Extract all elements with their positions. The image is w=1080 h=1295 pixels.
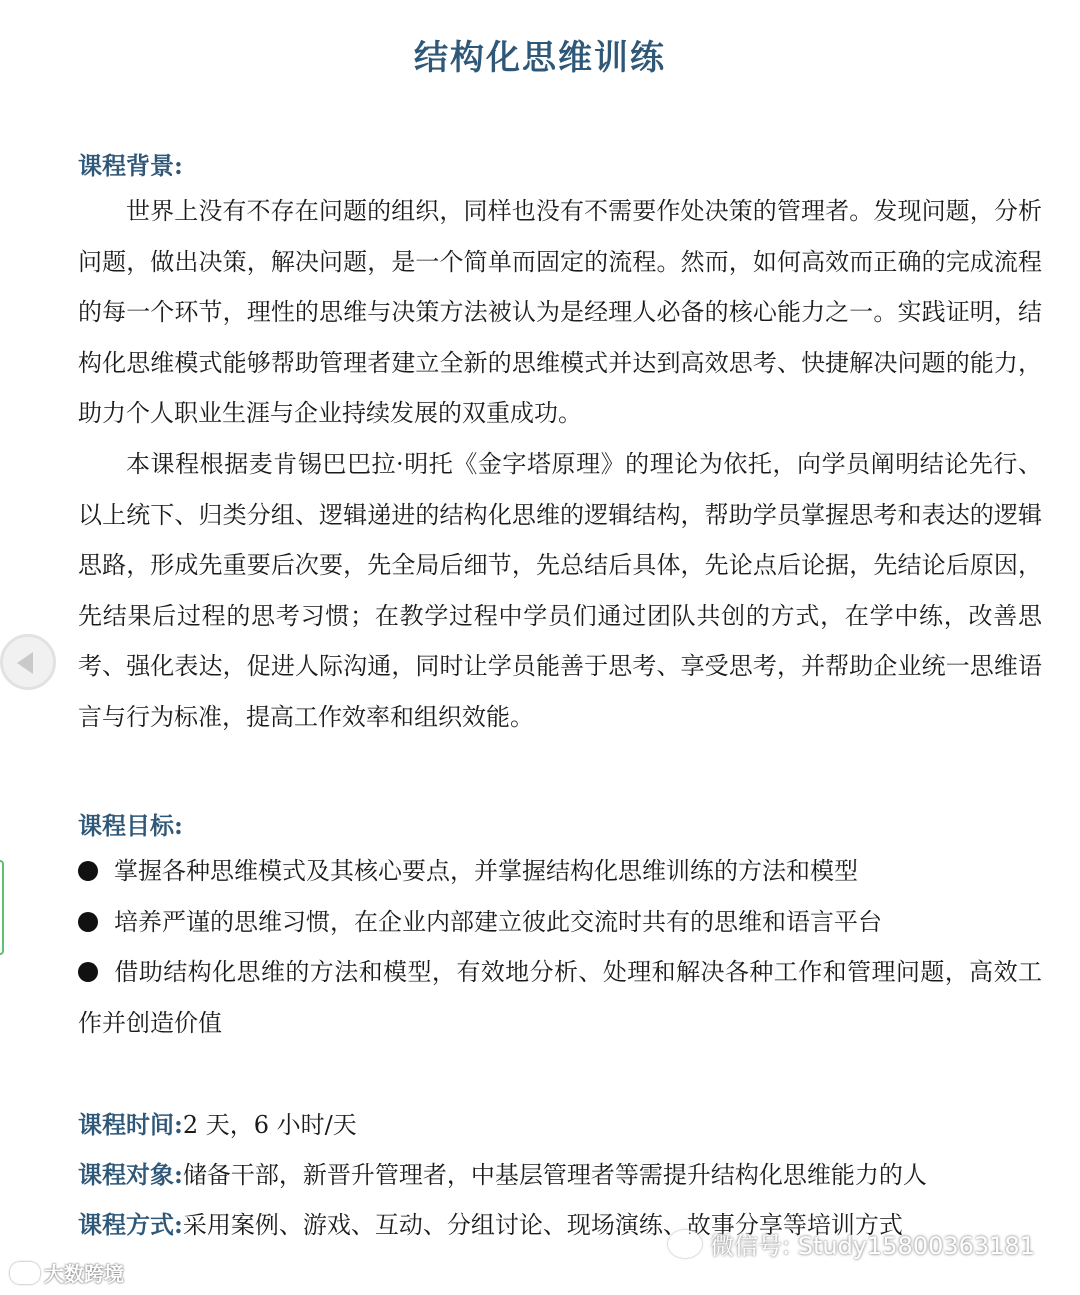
bullet-icon bbox=[78, 962, 98, 982]
background-paragraph-1: 世界上没有不存在问题的组织，同样也没有不需要作处决策的管理者。发现问题，分析问题，做出决策，解决问题，是一个简单而固定的流程。然而，如何高效而正确的完成流程的每一个环节，理性的思维与决策方法被认为是经理人必备的核心能力之一。实践证明，结构化思维模式能够帮助管理者建立全新的思维模式并达到高效思考、快捷解决问题的能力，助力个人职业生涯与企业持续发展的双重成功。 bbox=[78, 197, 1042, 428]
side-tab[interactable] bbox=[0, 860, 4, 955]
background-heading: 课程背景: bbox=[78, 151, 183, 180]
wechat-icon bbox=[668, 1230, 702, 1258]
goal-item: 掌握各种思维模式及其核心要点，并掌握结构化思维训练的方法和模型 bbox=[78, 846, 1042, 897]
bullet-icon bbox=[78, 861, 98, 881]
course-time bbox=[78, 1100, 357, 1150]
goals-list bbox=[78, 846, 1042, 1048]
course-time-value: 2 天，6 小时/天 bbox=[182, 1111, 357, 1139]
goal-item: 培养严谨的思维习惯，在企业内部建立彼此交流时共有的思维和语言平台 bbox=[78, 897, 1042, 948]
course-audience-label: 课程对象: bbox=[78, 1160, 183, 1189]
course-method-value: 采用案例、游戏、互动、分组讨论、现场演练、故事分享等培训方式 bbox=[182, 1211, 903, 1239]
page-title: 结构化思维训练 bbox=[414, 38, 666, 78]
watermark-left: 大数跨境 bbox=[10, 1258, 124, 1287]
course-audience-value: 储备干部，新晋升管理者，中基层管理者等需提升结构化思维能力的人 bbox=[182, 1161, 927, 1189]
course-method-label: 课程方式: bbox=[78, 1210, 183, 1239]
course-audience bbox=[78, 1150, 927, 1200]
chevron-left-icon bbox=[17, 652, 33, 674]
logo-icon bbox=[10, 1262, 40, 1284]
back-button[interactable] bbox=[0, 634, 56, 690]
watermark-right: 微信号: Study15800363181 bbox=[668, 1226, 1035, 1261]
goals-heading: 课程目标: bbox=[78, 811, 183, 840]
goal-item: 借助结构化思维的方法和模型，有效地分析、处理和解决各种工作和管理问题，高效工作并创造价值 bbox=[78, 958, 1042, 1037]
background-paragraph-2: 本课程根据麦肯锡巴巴拉·明托《金字塔原理》的理论为依托，向学员阐明结论先行、以上统下、归类分组、逻辑递进的结构化思维的逻辑结构，帮助学员掌握思考和表达的逻辑思路，形成先重要后次要，先全局后细节，先总结后具体，先论点后论据，先结论后原因，先结果后过程的思考习惯；在教学过程中学员们通过团队共创的方式，在学中练，改善思考、强化表达，促进人际沟通，同时让学员能善于思考、享受思考，并帮助企业统一思维语言与行为标准，提高工作效率和组织效能。 bbox=[78, 449, 1042, 731]
bullet-icon bbox=[78, 912, 98, 932]
background-section bbox=[78, 186, 1042, 743]
course-time-label: 课程时间: bbox=[78, 1110, 183, 1139]
